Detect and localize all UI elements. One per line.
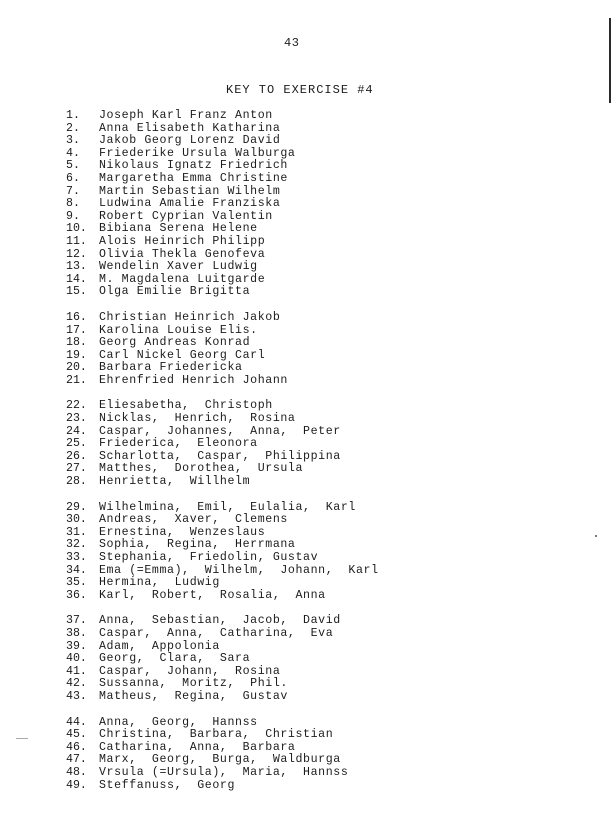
- answer-names: Olivia Thekla Genofeva: [99, 247, 266, 261]
- answer-row: [66, 362, 601, 375]
- scan-speck: [16, 738, 28, 739]
- answer-row: [66, 375, 601, 388]
- answer-names: Sussanna, Moritz, Phil.: [99, 677, 288, 691]
- answer-number: 36.: [66, 588, 87, 602]
- answer-number: 4.: [66, 146, 80, 160]
- answer-row: [66, 135, 601, 148]
- answer-row: [66, 780, 601, 793]
- answer-number: 26.: [66, 449, 87, 463]
- answer-number: 35.: [66, 576, 87, 590]
- answer-number: 15.: [66, 285, 87, 299]
- answer-group: [66, 400, 601, 488]
- answer-number: 37.: [66, 614, 87, 628]
- answer-number: 27.: [66, 462, 87, 476]
- answer-names: Anna, Sebastian, Jacob, David: [99, 614, 341, 628]
- answer-number: 3.: [66, 134, 80, 148]
- answer-row: [66, 767, 601, 780]
- answer-number: 12.: [66, 247, 87, 261]
- answer-number: 17.: [66, 323, 87, 337]
- answer-names: Martin Sebastian Wilhelm: [99, 184, 281, 198]
- answer-names: Caspar, Johannes, Anna, Peter: [99, 424, 341, 438]
- answer-names: Adam, Appolonia: [99, 639, 220, 653]
- answer-number: 44.: [66, 715, 87, 729]
- answer-names: Anna Elisabeth Katharina: [99, 121, 281, 135]
- answer-number: 13.: [66, 260, 87, 274]
- answer-number: 2.: [66, 121, 80, 135]
- answer-number: 14.: [66, 272, 87, 286]
- answer-names: Christian Heinrich Jakob: [99, 310, 281, 324]
- answer-number: 25.: [66, 437, 87, 451]
- answer-names: Caspar, Anna, Catharina, Eva: [99, 626, 334, 640]
- answer-names: Nicklas, Henrich, Rosina: [99, 412, 296, 426]
- answer-number: 9.: [66, 209, 80, 223]
- answer-names: Olga Emilie Brigitta: [99, 285, 251, 299]
- answer-number: 33.: [66, 551, 87, 564]
- page-title: KEY TO EXERCISE #4: [226, 83, 374, 97]
- answer-group: [66, 615, 601, 703]
- answer-row: [66, 552, 601, 565]
- page-number: 43: [284, 36, 300, 50]
- answer-names: Ehrenfried Henrich Johann: [99, 373, 288, 387]
- answer-names: Ema (=Emma), Wilhelm, Johann, Karl: [99, 563, 379, 577]
- answer-group: [66, 502, 601, 603]
- answer-row: [66, 729, 601, 742]
- answer-number: 28.: [66, 475, 87, 489]
- answer-names: Catharina, Anna, Barbara: [99, 740, 296, 754]
- answer-number: 18.: [66, 336, 87, 350]
- answer-number: 21.: [66, 373, 87, 387]
- answer-number: 45.: [66, 728, 87, 742]
- answer-row: [66, 577, 601, 590]
- answer-names: Carl Nickel Georg Carl: [99, 348, 266, 362]
- answer-number: 8.: [66, 197, 80, 211]
- answer-names: Barbara Friedericka: [99, 361, 243, 375]
- answer-names: Georg, Clara, Sara: [99, 652, 251, 666]
- answer-row: [66, 198, 601, 211]
- answer-row: [66, 438, 601, 451]
- answer-row: [66, 236, 601, 249]
- answer-number: 41.: [66, 664, 87, 678]
- answer-names: Ernestina, Wenzeslaus: [99, 525, 266, 539]
- answer-names: Sophia, Regina, Herrmana: [99, 538, 296, 552]
- answer-names: Friederica, Eleonora: [99, 437, 258, 451]
- answer-row: [66, 590, 601, 603]
- answer-names: Wilhelmina, Emil, Eulalia, Karl: [99, 500, 356, 514]
- answer-names: Eliesabetha, Christoph: [99, 399, 273, 413]
- answer-names: Joseph Karl Franz Anton: [99, 109, 273, 122]
- answer-number: 22.: [66, 399, 87, 413]
- answer-row: [66, 413, 601, 426]
- answer-names: Jakob Georg Lorenz David: [99, 134, 281, 148]
- answer-number: 11.: [66, 234, 87, 248]
- answer-number: 32.: [66, 538, 87, 552]
- answer-names: Wendelin Xaver Ludwig: [99, 260, 258, 274]
- answer-row: [66, 312, 601, 325]
- answer-number: 7.: [66, 184, 80, 198]
- answer-row: [66, 628, 601, 641]
- answer-number: 24.: [66, 424, 87, 438]
- answer-number: 29.: [66, 500, 87, 514]
- answer-names: Stephania, Friedolin, Gustav: [99, 551, 319, 564]
- answer-names: Margaretha Emma Christine: [99, 171, 288, 185]
- answer-names: Christina, Barbara, Christian: [99, 728, 334, 742]
- answer-number: 34.: [66, 563, 87, 577]
- answer-number: 47.: [66, 753, 87, 767]
- answer-names: Matheus, Regina, Gustav: [99, 689, 288, 703]
- answer-names: Ludwina Amalie Franziska: [99, 197, 281, 211]
- answer-names: Karolina Louise Elis.: [99, 323, 258, 337]
- answer-row: [66, 337, 601, 350]
- answer-number: 43.: [66, 689, 87, 703]
- answer-number: 40.: [66, 652, 87, 666]
- answer-number: 38.: [66, 626, 87, 640]
- answer-names: Hermina, Ludwig: [99, 576, 220, 590]
- answer-number: 5.: [66, 159, 80, 173]
- answer-number: 46.: [66, 740, 87, 754]
- answer-group: [66, 110, 601, 299]
- answer-number: 31.: [66, 525, 87, 539]
- answer-number: 19.: [66, 348, 87, 362]
- answer-number: 49.: [66, 778, 87, 792]
- answer-group: [66, 717, 601, 793]
- answer-names: Anna, Georg, Hannss: [99, 715, 258, 729]
- answer-number: 10.: [66, 222, 87, 236]
- answer-number: 6.: [66, 171, 80, 185]
- answer-names: Matthes, Dorothea, Ursula: [99, 462, 304, 476]
- answer-number: 20.: [66, 361, 87, 375]
- answer-names: M. Magdalena Luitgarde: [99, 272, 266, 286]
- answer-row: [66, 653, 601, 666]
- answer-number: 1.: [66, 109, 80, 122]
- answer-names: Steffanuss, Georg: [99, 778, 236, 792]
- answer-names: Caspar, Johann, Rosina: [99, 664, 281, 678]
- answer-key-list: [66, 110, 601, 805]
- answer-row: [66, 261, 601, 274]
- answer-names: Karl, Robert, Rosalia, Anna: [99, 588, 326, 602]
- answer-row: [66, 514, 601, 527]
- answer-names: Marx, Georg, Burga, Waldburga: [99, 753, 341, 767]
- answer-number: 23.: [66, 412, 87, 426]
- answer-names: Vrsula (=Ursula), Maria, Hannss: [99, 765, 349, 779]
- answer-row: [66, 476, 601, 489]
- answer-number: 39.: [66, 639, 87, 653]
- answer-number: 16.: [66, 310, 87, 324]
- answer-names: Friederike Ursula Walburga: [99, 146, 296, 160]
- answer-names: Andreas, Xaver, Clemens: [99, 513, 288, 527]
- answer-number: 42.: [66, 677, 87, 691]
- answer-number: 48.: [66, 765, 87, 779]
- answer-names: Georg Andreas Konrad: [99, 336, 251, 350]
- answer-names: Alois Heinrich Philipp: [99, 234, 266, 248]
- answer-names: Scharlotta, Caspar, Philippina: [99, 449, 341, 463]
- answer-row: [66, 173, 601, 186]
- answer-names: Henrietta, Willhelm: [99, 475, 251, 489]
- answer-names: Nikolaus Ignatz Friedrich: [99, 159, 288, 173]
- answer-names: Robert Cyprian Valentin: [99, 209, 273, 223]
- answer-names: Bibiana Serena Helene: [99, 222, 258, 236]
- answer-row: [66, 110, 601, 123]
- answer-row: [66, 286, 601, 299]
- answer-number: 30.: [66, 513, 87, 527]
- answer-row: [66, 691, 601, 704]
- answer-group: [66, 312, 601, 388]
